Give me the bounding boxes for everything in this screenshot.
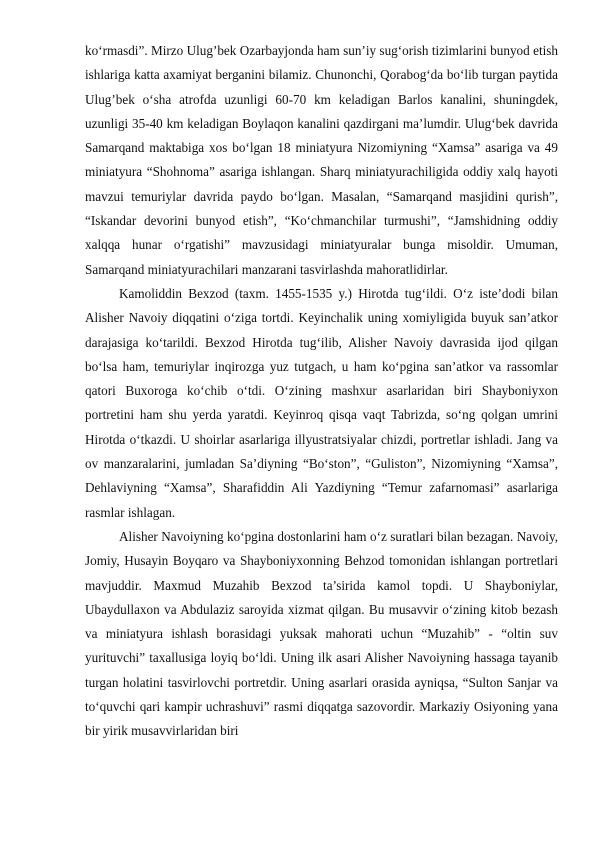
document-page [85, 39, 558, 744]
paragraph-bexzod: Kamoliddin Bexzod (taxm. 1455-1535 y.) Hirotda tug‘ildi. O‘z iste’dodi bilan Alisher Navoiy diqqatini o‘ziga tortdi. Keyinchalik uning xomiyligida buyuk san’atkor darajasiga ko‘tarildi. Bexzod Hirotda tug‘ilib, Alisher Navoiy davrasida ijod qilgan bo‘lsa ham, temuriylar inqirozga yuz tutgach, u ham ko‘pgina san’atkor va rassomlar qatori Buxoroga ko‘chib o‘tdi. O‘zining mashxur asarlaridan biri Shayboniyxon portretini ham shu yerda yaratdi. Keyinroq qisqa vaqt Tabrizda, so‘ng qolgan umrini Hirotda o‘tkazdi. U shoirlar asarlariga illyustratsiyalar chizdi, portretlar ishladi. Jang va ov manzaralarini, jumladan Sa’diyning “Bo‘ston”, “Guliston”, Nizomiyning “Xamsa”, Dehlaviyning “Xamsa”, Sharafiddin Ali Yazdiyning “Temur zafarnomasi” asarlariga rasmlar ishlagan. [85, 285, 558, 520]
paragraph-ulugbek-continued: ko‘rmasdi”. Mirzo Ulug’bek Ozarbayjonda ham sun’iy sug‘orish tizimlarini bunyod etish ishlariga katta axamiyat berganini bilamiz. Chunonchi, Qorabog‘da bo‘lib turgan paytida Ulug’bek o‘sha atrofda uzunligi 60-70 km keladigan Barlos kanalini, shuningdek, uzunligi 35-40 km keladigan Boylaqon kanalini qazdirgani ma’lumdir. Ulug‘bek davrida Samarqand maktabiga xos bo‘lgan 18 miniatyura Nizomiyning “Xamsa” asariga va 49 miniatyura “Shohnoma” asariga ishlangan. Sharq miniatyurachiligida oddiy xalq hayoti mavzui temuriylar davrida paydo bo‘lgan. Masalan, “Samarqand masjidini qurish”, “Iskandar devorini bunyod etish”, “Ko‘chmanchilar turmushi”, “Jamshidning oddiy xalqqa hunar o‘rgatishi” mavzusidagi miniatyuralar bunga misoldir. Umuman, Samarqand miniatyurachilari manzarani tasvirlashda mahoratlidirlar. [85, 43, 558, 277]
paragraph-navoiy-muzahib: Alisher Navoiyning ko‘pgina dostonlarini ham o‘z suratlari bilan bezagan. Navoiy, Jomiy, Husayin Boyqaro va Shayboniyxonning Behzod tomonidan ishlangan portretlari mavjuddir. Maxmud Muzahib Bexzod ta’sirida kamol topdi. U Shayboniylar, Ubaydullaxon va Abdulaziz saroyida xizmat qilgan. Bu musavvir o‘zining kitob bezash va miniatyura ishlash borasidagi yuksak mahorati uchun “Muzahib” - “oltin suv yurituvchi” taxallusiga loyiq bo‘ldi. Uning ilk asari Alisher Navoiyning hassaga tayanib turgan holatini tasvirlovchi portretdir. Uning asarlari orasida ayniqsa, “Sulton Sanjar va to‘quvchi qari kampir uchrashuvi” rasmi diqqatga sazovordir. Markaziy Osiyoning yana bir yirik musavvirlaridan biri [85, 528, 558, 739]
